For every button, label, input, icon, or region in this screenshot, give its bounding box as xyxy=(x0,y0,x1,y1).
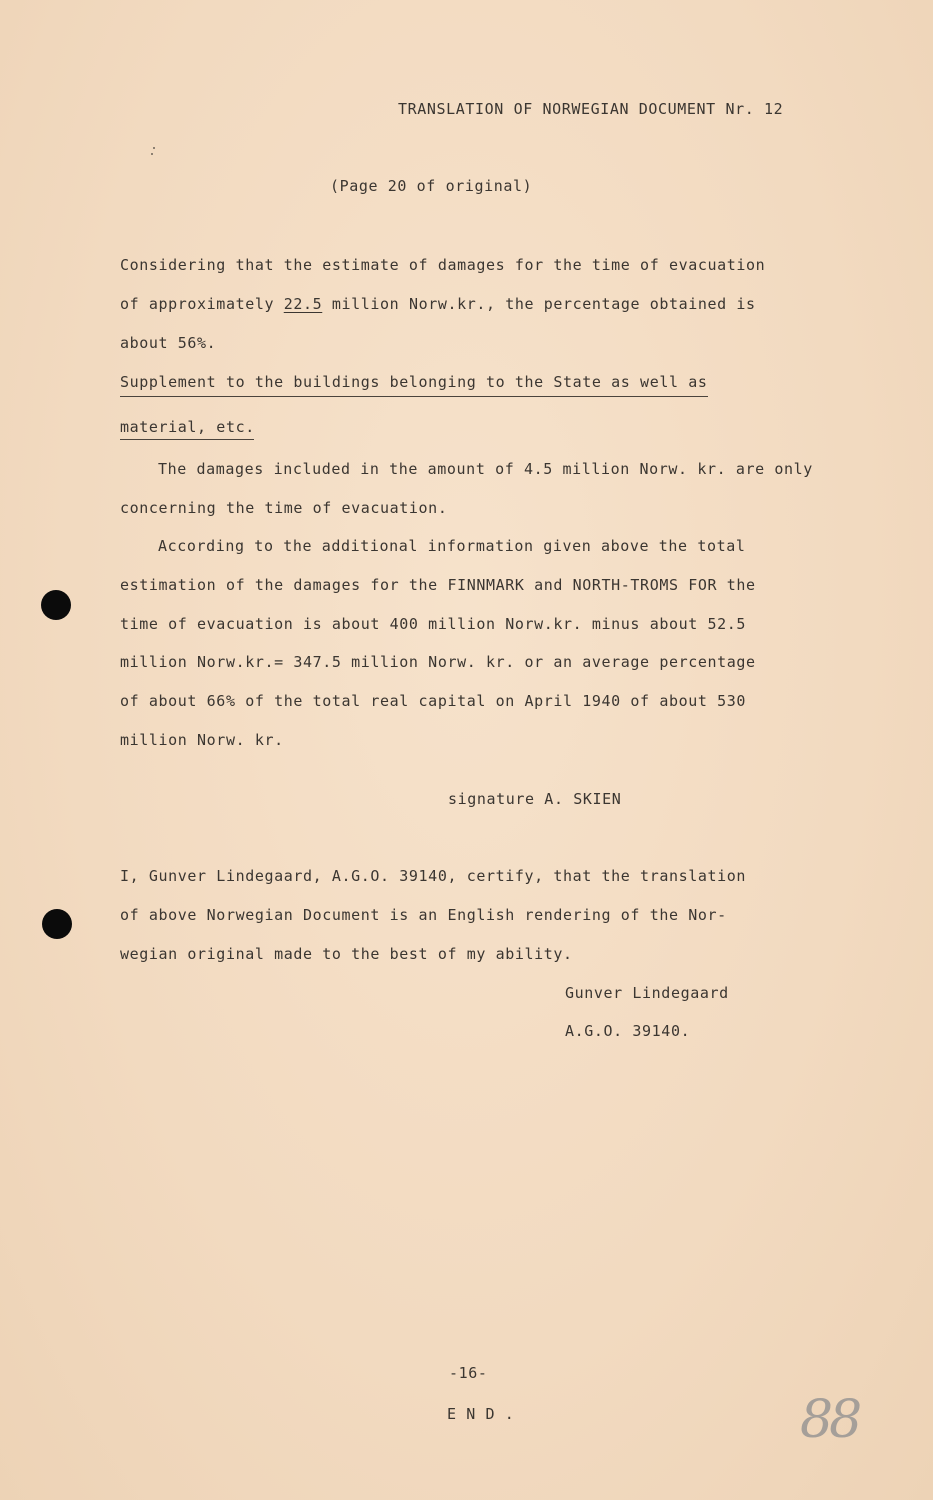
section-heading-line-2: material, etc. xyxy=(120,418,255,436)
page-reference: (Page 20 of original) xyxy=(330,177,533,195)
underlined-amount: 22.5 xyxy=(283,295,323,313)
handwritten-page-number: 88 xyxy=(800,1390,859,1450)
certification-line-1: I, Gunver Lindegaard, A.G.O. 39140, certify, that the translation xyxy=(120,867,746,885)
heading-underline xyxy=(120,439,254,440)
para3-line-5: of about 66% of the total real capital on April 1940 of about 530 xyxy=(120,692,746,710)
para2-line-2: concerning the time of evacuation. xyxy=(120,499,448,517)
translator-id: A.G.O. 39140. xyxy=(565,1022,691,1040)
para3-line-1: According to the additional information given above the total xyxy=(158,537,746,555)
translator-name: Gunver Lindegaard xyxy=(565,984,729,1002)
para3-line-4: million Norw.kr.= 347.5 million Norw. kr. or an average percentage xyxy=(120,653,756,671)
punch-hole-top xyxy=(41,590,71,620)
punch-hole-bottom xyxy=(42,909,72,939)
speck xyxy=(151,153,153,155)
section-heading-line-1: Supplement to the buildings belonging to the State as well as xyxy=(120,373,708,391)
certification-line-3: wegian original made to the best of my ability. xyxy=(120,945,573,963)
end-mark: E N D . xyxy=(447,1405,515,1423)
para1-line-2: of approximately 22.5 million Norw.kr., the percentage obtained is xyxy=(120,295,756,313)
para3-line-2: estimation of the damages for the FINNMARK and NORTH-TROMS FOR the xyxy=(120,576,756,594)
para1-line-1: Considering that the estimate of damages for the time of evacuation xyxy=(120,256,766,274)
signature: signature A. SKIEN xyxy=(448,790,622,808)
heading-underline xyxy=(120,396,708,397)
para2-line-1: The damages included in the amount of 4.5 million Norw. kr. are only xyxy=(158,460,813,478)
para1-line-3: about 56%. xyxy=(120,334,217,352)
certification-line-2: of above Norwegian Document is an English rendering of the Nor- xyxy=(120,906,727,924)
para3-line-3: time of evacuation is about 400 million Norw.kr. minus about 52.5 xyxy=(120,615,746,633)
document-header: TRANSLATION OF NORWEGIAN DOCUMENT Nr. 12 xyxy=(398,100,784,118)
page-number: -16- xyxy=(449,1364,488,1382)
speck xyxy=(153,147,155,149)
para3-line-6: million Norw. kr. xyxy=(120,731,284,749)
